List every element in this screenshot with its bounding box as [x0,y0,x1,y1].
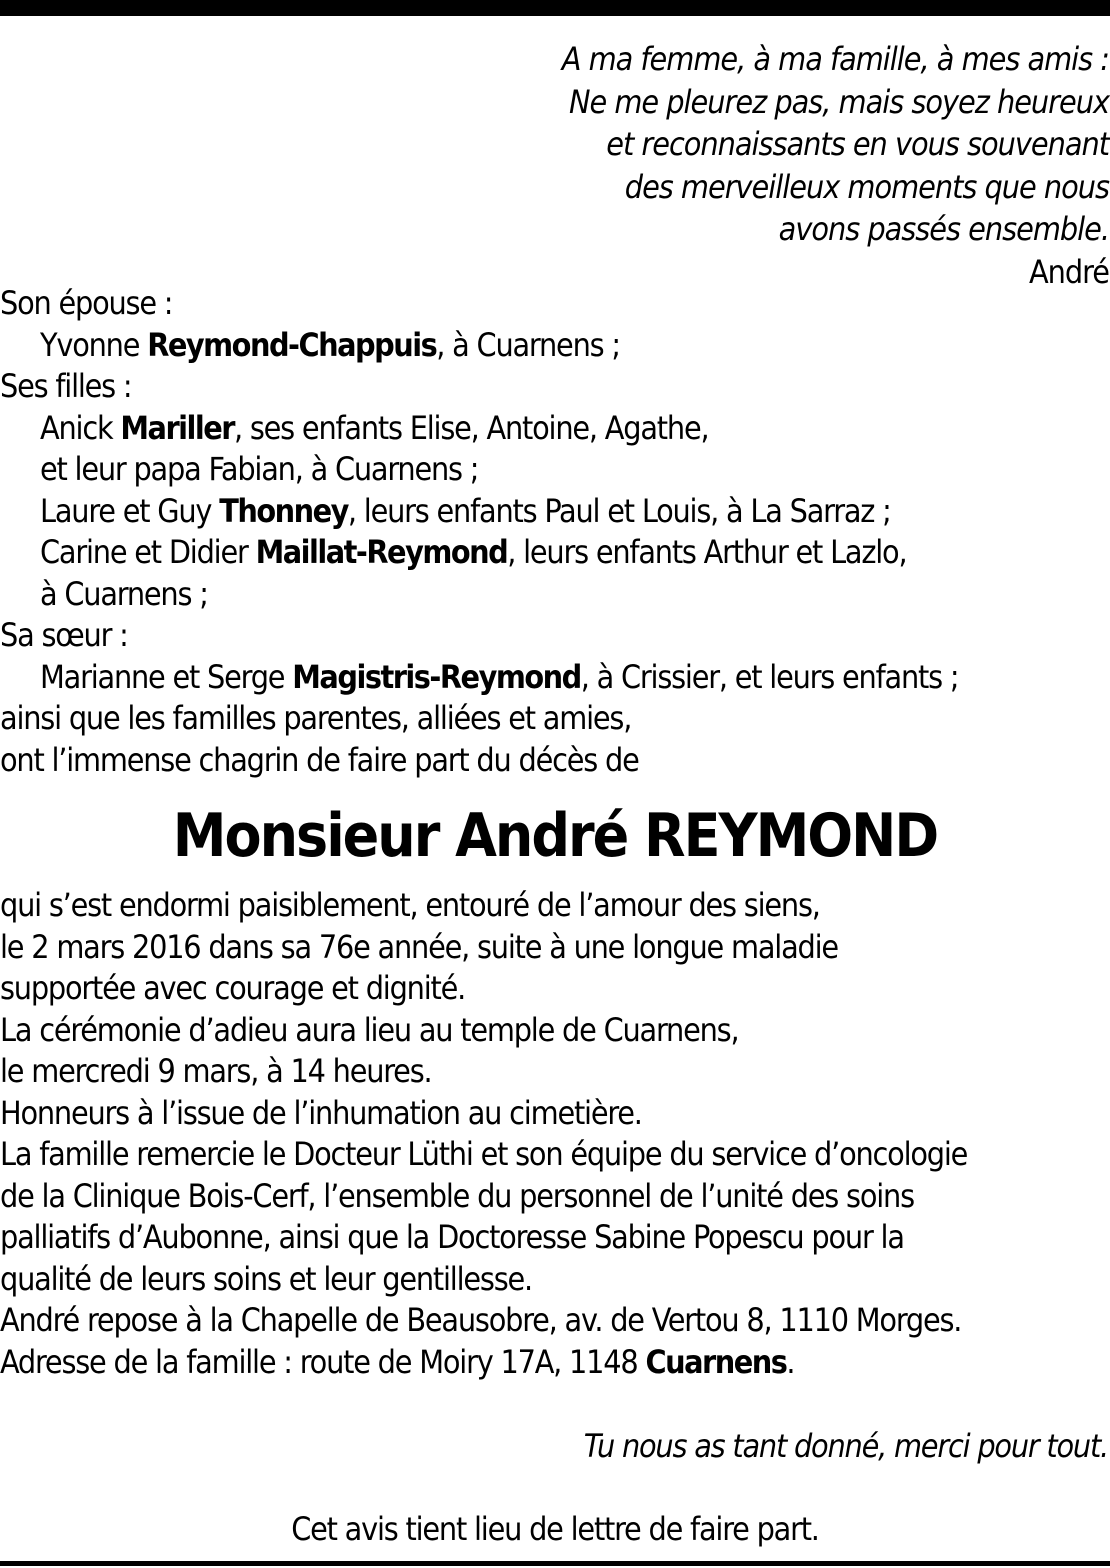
details-line: La cérémonie d’adieu aura lieu au temple de Cuarnens, [0,1010,739,1049]
spouse-location: , à Cuarnens ; [436,325,620,364]
details-line: André repose à la Chapelle de Beausobre, av. de Vertou 8, 1110 Morges. [0,1301,962,1339]
spouse-entry [0,325,1110,367]
sister-first-name: Marianne et Serge [40,657,293,696]
daughter-first-name: Anick [40,408,121,447]
epigraph-line: avons passés ensemble. [778,210,1109,248]
epigraph-line: des merveilleux moments que nous [624,167,1109,206]
daughter-entry [0,532,1110,574]
epigraph-line: Ne me pleurez pas, mais soyez heureux [568,82,1109,121]
family-address [0,1342,1110,1384]
epigraph-line: et reconnaissants en vous souvenant [606,125,1109,163]
spouse-heading: Son épouse : [0,284,173,322]
sister-heading: Sa sœur : [0,616,128,654]
daughter-entry [0,408,1110,450]
daughter-surname: Mariller [120,408,234,447]
address-period: . [786,1342,795,1381]
daughters-heading: Ses filles : [0,367,132,405]
daughter-first-name: Carine et Didier [40,533,256,571]
epigraph-line: A ma femme, à ma famille, à mes amis : [561,40,1109,78]
details-line: palliatifs d’Aubonne, ainsi que la Doctoresse Sabine Popescu pour la [0,1218,904,1256]
details-line: La famille remercie le Docteur Lüthi et son équipe du service d’oncologie [0,1135,968,1173]
closing-quote: Tu nous as tant donné, merci pour tout. [583,1427,1108,1465]
bottom-rule [0,1561,1110,1566]
daughter-details: , leurs enfants Arthur et Lazlo, [507,533,907,571]
address-street: Adresse de la famille : route de Moiry 17A, 1148 [0,1342,646,1381]
daughter-surname: Thonney [219,491,348,530]
family-closing-line: ainsi que les familles parentes, alliées et amies, [0,699,632,737]
epigraph [360,38,1109,293]
notice-line: Cet avis tient lieu de lettre de faire part. [291,1510,819,1548]
family-closing-line: ont l’immense chagrin de faire part du décès de [0,740,639,779]
address-town: Cuarnens [645,1342,787,1381]
daughter-first-name: Laure et Guy [40,491,220,530]
daughter-entry-continued: et leur papa Fabian, à Cuarnens ; [40,450,479,488]
daughter-details: , ses enfants Elise, Antoine, Agathe, [233,408,709,447]
daughter-entry-continued: à Cuarnens ; [40,574,208,613]
sister-details: , à Crissier, et leurs enfants ; [580,657,959,696]
top-rule [0,0,1110,16]
sister-surname: Magistris-Reymond [292,657,581,696]
spouse-first-name: Yvonne [40,325,148,364]
family-announcement [0,283,1110,781]
sister-entry [0,657,1110,699]
details-line: de la Clinique Bois-Cerf, l’ensemble du personnel de l’unité des soins [0,1176,914,1215]
spouse-surname: Reymond-Chappuis [147,325,437,364]
funeral-details [0,885,1110,1383]
daughter-surname: Maillat-Reymond [255,533,508,571]
epigraph-signature: André [1028,252,1109,291]
details-line: qualité de leurs soins et leur gentillesse. [0,1259,532,1298]
details-line: le 2 mars 2016 dans sa 76e année, suite à une longue maladie [0,927,838,966]
details-line: qui s’est endormi paisiblement, entouré de l’amour des siens, [0,886,820,924]
daughter-details: , leurs enfants Paul et Louis, à La Sarraz ; [347,491,891,530]
details-line: Honneurs à l’issue de l’inhumation au cimetière. [0,1093,642,1132]
details-line: le mercredi 9 mars, à 14 heures. [0,1052,432,1090]
details-line: supportée avec courage et dignité. [0,969,466,1007]
daughter-entry [0,491,1110,533]
deceased-name: Monsieur André REYMOND [172,801,938,871]
